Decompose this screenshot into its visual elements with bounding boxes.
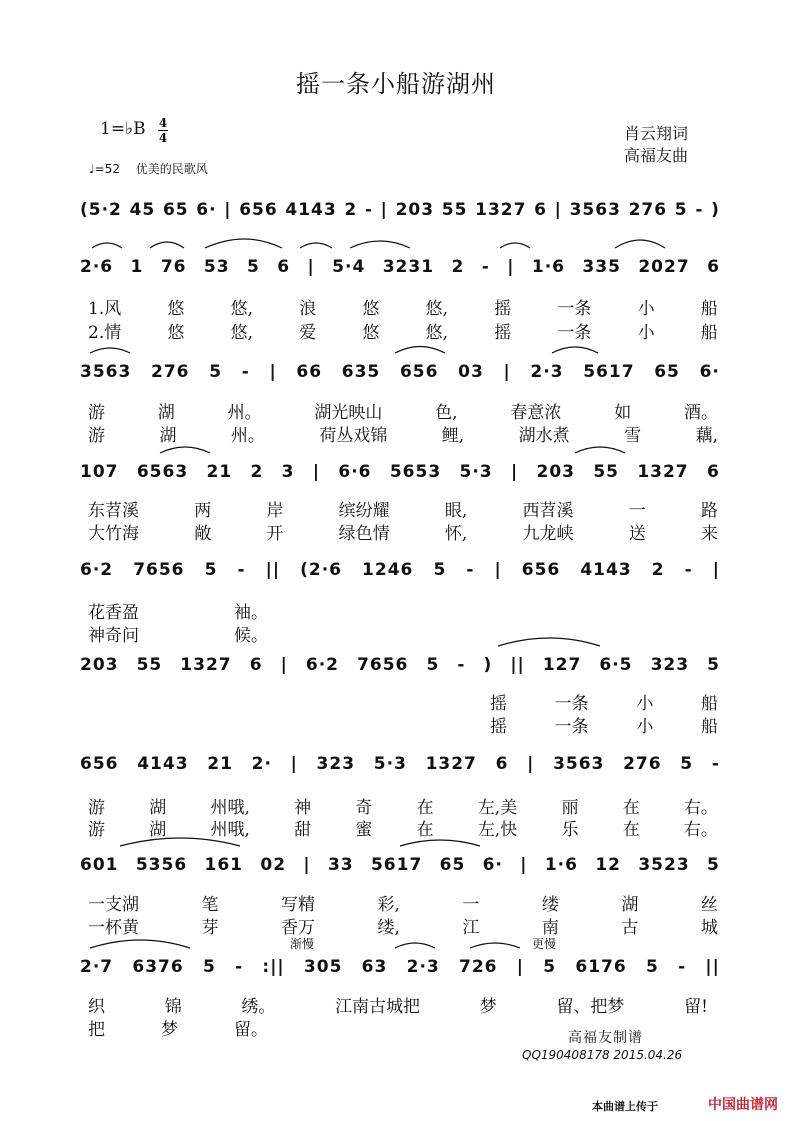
note-group: 6	[249, 655, 263, 675]
note-group: 03	[458, 362, 484, 382]
slur	[552, 347, 598, 353]
lyric-syllable: 神奇问	[88, 626, 139, 646]
composer: 高福友曲	[624, 146, 689, 165]
slur	[395, 347, 445, 354]
tempo-marking: ♩=52 优美的民歌风	[89, 162, 208, 176]
lyric-syllable: 把	[88, 1020, 105, 1040]
note-group: 6	[495, 754, 509, 774]
note-group: 305	[303, 957, 343, 977]
note-group: 203	[536, 462, 575, 482]
time-sig-top: 4	[158, 116, 168, 130]
note-group: 5	[645, 957, 659, 977]
note-group: )	[711, 200, 720, 220]
note-group: |	[380, 200, 388, 220]
footer-site-logo: 中国曲谱网	[708, 1097, 778, 1113]
key-signature: 1=♭B	[100, 119, 146, 139]
note-group: |	[516, 957, 524, 977]
note-group: 323	[650, 655, 690, 675]
note-group: (5·2	[80, 200, 122, 220]
note-group: 726	[459, 957, 498, 977]
lyric-syllable: 悠,	[425, 299, 449, 319]
lyric-syllable: 丝	[700, 895, 718, 915]
note-group: 63	[361, 957, 388, 977]
note-group: ||	[265, 560, 281, 580]
note-group: 6·6	[338, 462, 372, 482]
note-group: 5617	[583, 362, 635, 382]
lyric-syllable: 湖水煮	[518, 426, 570, 446]
slur	[150, 242, 184, 248]
lyric-syllable: 甜	[294, 820, 312, 840]
time-sig-bottom: 4	[158, 131, 168, 145]
lyric-syllable: 缕,	[377, 918, 400, 938]
lyric-syllable: 湖光映山	[314, 403, 383, 423]
lyric-syllable: 织	[88, 997, 105, 1017]
lyric-syllable: 州。	[227, 403, 262, 423]
note-group: 107	[80, 462, 119, 482]
lyric-syllable: 爱	[299, 323, 317, 343]
lyric-syllable: 悠	[362, 323, 380, 343]
lyric-syllable: 州哦,	[210, 798, 250, 818]
note-group: 2·	[251, 754, 272, 774]
lyric-syllable: 神	[294, 798, 312, 818]
note-group: ||	[510, 655, 525, 675]
lyric-syllable: 酒。	[683, 403, 718, 423]
note-group: 323	[316, 754, 356, 774]
note-group: 2027	[638, 257, 690, 277]
lyric-syllable: 袖。	[234, 603, 268, 623]
note-group: 5·4	[332, 257, 366, 277]
note-group: 7656	[357, 655, 409, 675]
note-group: (2·6	[300, 560, 342, 580]
note-group: |	[712, 560, 720, 580]
note-group: 4143	[137, 754, 189, 774]
lyric-syllable: 州哦,	[210, 820, 250, 840]
slur	[615, 240, 665, 248]
slur	[92, 243, 122, 248]
lyric-syllable: 怀,	[444, 524, 468, 544]
note-group: 45	[129, 200, 156, 220]
lyric-syllable: 游	[88, 798, 105, 818]
lyric-syllable: 来	[700, 524, 718, 544]
note-group: 3231	[382, 257, 435, 277]
lyric-syllable: 一	[462, 895, 480, 915]
slur	[350, 241, 410, 248]
note-group: 2·7	[80, 957, 114, 977]
note-group: 6	[707, 257, 720, 277]
lyric-syllable: 湖	[621, 895, 639, 915]
note-group: 5	[433, 560, 447, 580]
lyric-syllable: 船	[700, 323, 718, 343]
note-group: 2	[651, 560, 665, 580]
note-group: 5617	[370, 855, 423, 875]
note-group: |	[554, 200, 562, 220]
note-group: 55	[441, 200, 468, 220]
note-group: 6	[706, 462, 720, 482]
slur	[575, 447, 625, 453]
lyric-syllable: 缕	[541, 895, 559, 915]
note-group: 2·3	[406, 957, 440, 977]
note-group: |	[224, 200, 232, 220]
lyric-syllable: 西苕溪	[522, 501, 574, 521]
lyric-syllable: 梦	[161, 1020, 178, 1040]
slur	[395, 943, 435, 948]
note-group: 2	[250, 462, 264, 482]
lyric-syllable: 彩,	[377, 895, 400, 915]
note-group: |	[280, 655, 288, 675]
lyric-syllable: 右。	[683, 820, 718, 840]
note-group: 6·2	[80, 560, 114, 580]
lyric-syllable: 写精	[281, 895, 315, 915]
note-group: 6376	[132, 957, 184, 977]
arranger-credit: 高福友制谱	[568, 1030, 643, 1046]
note-group: 6	[534, 200, 547, 220]
note-group: |	[269, 362, 277, 382]
lyric-syllable: 2.情	[88, 323, 122, 343]
note-group: 21	[207, 754, 233, 774]
lyric-syllable: 春意浓	[510, 403, 562, 423]
lyric-syllable: 江	[462, 918, 480, 938]
note-group: 127	[542, 655, 582, 675]
note-group: 1327	[475, 200, 527, 220]
lyric-syllable: 如	[614, 403, 632, 423]
lyric-syllable: 花香盈	[88, 603, 139, 623]
note-group: |	[303, 855, 311, 875]
lyric-syllable: 锦	[164, 997, 182, 1017]
note-group: -	[457, 655, 466, 675]
lyric-syllable: 船	[700, 717, 718, 737]
lyric-syllable: 州。	[230, 426, 265, 446]
lyric-syllable: 雪	[624, 426, 642, 446]
note-group: 3563	[80, 362, 132, 382]
note-group: 5	[204, 560, 218, 580]
lyric-syllable: 大竹海	[88, 524, 139, 544]
note-group: 656	[80, 754, 119, 774]
lyric-syllable: 一条	[554, 694, 589, 714]
note-group: 203	[80, 655, 119, 675]
note-group: 5653	[389, 462, 442, 482]
lyric-syllable: 鲤,	[441, 426, 465, 446]
lyric-syllable: 南	[541, 918, 559, 938]
slur	[205, 239, 282, 248]
note-group: 2	[451, 257, 465, 277]
note-group: 5	[543, 957, 557, 977]
lyric-syllable: 眼,	[444, 501, 468, 521]
lyric-syllable: 城	[700, 918, 718, 938]
lyric-syllable: 悠	[167, 299, 185, 319]
lyric-syllable: 湖	[149, 798, 167, 818]
note-group: -	[364, 200, 373, 220]
note-group: 5	[707, 655, 720, 675]
lyric-syllable: 一条	[554, 717, 589, 737]
note-group: 65	[439, 855, 466, 875]
lyric-syllable: 送	[628, 524, 646, 544]
note-group: 6563	[136, 462, 189, 482]
note-group: 3	[281, 462, 295, 482]
lyric-syllable: 候。	[234, 626, 268, 646]
note-group: 6·	[196, 200, 217, 220]
note-group: 656	[399, 362, 439, 382]
slur	[500, 243, 530, 248]
lyric-syllable: 小	[637, 299, 655, 319]
note-group: -	[695, 200, 704, 220]
note-group: 66	[296, 362, 323, 382]
lyric-syllable: 芽	[201, 918, 219, 938]
note-group: 21	[206, 462, 233, 482]
lyric-syllable: 摇	[490, 694, 507, 714]
lyric-syllable: 左,快	[477, 820, 518, 840]
note-group: 7656	[133, 560, 185, 580]
note-group: 276	[151, 362, 190, 382]
contact-info: QQ190408178 2015.04.26	[522, 1048, 683, 1062]
slur	[498, 638, 600, 646]
lyric-syllable: 九龙峡	[522, 524, 574, 544]
lyric-syllable: 右。	[683, 798, 718, 818]
note-group: 161	[204, 855, 244, 875]
note-group: 276	[623, 754, 662, 774]
note-group: 6·	[699, 362, 720, 382]
lyric-syllable: 悠,	[230, 299, 254, 319]
note-group: 656	[521, 560, 561, 580]
lyric-syllable: 古	[621, 918, 639, 938]
note-group: -	[235, 957, 244, 977]
lyric-syllable: 在	[416, 820, 434, 840]
note-group: |	[312, 462, 321, 482]
lyric-syllable: 摇	[490, 717, 507, 737]
lyric-syllable: 悠	[362, 299, 380, 319]
lyric-syllable: 梦	[479, 997, 497, 1017]
note-group: 4143	[285, 200, 337, 220]
lyric-syllable: 游	[88, 403, 105, 423]
lyricist: 肖云翔词	[624, 124, 689, 143]
note-group: 5	[247, 257, 260, 277]
slur	[470, 943, 520, 948]
note-group: 1246	[362, 560, 414, 580]
lyric-syllable: 敞	[194, 524, 212, 544]
lyric-syllable: 摇	[494, 299, 512, 319]
tempo-mark-slower: 更慢	[532, 937, 557, 951]
note-group: 5356	[135, 855, 188, 875]
note-group: 76	[160, 257, 187, 277]
note-group: 1327	[180, 655, 232, 675]
note-group: 65	[162, 200, 189, 220]
lyric-syllable: 游	[88, 820, 105, 840]
note-group: 6176	[575, 957, 627, 977]
lyric-syllable: 浪	[299, 299, 317, 319]
lyric-syllable: 岸	[266, 501, 284, 521]
note-group: -	[241, 362, 250, 382]
note-group: 1327	[637, 462, 689, 482]
lyric-syllable: 悠,	[425, 323, 449, 343]
note-group: 6·2	[305, 655, 339, 675]
lyric-syllable: 湖	[157, 403, 175, 423]
note-group: |	[290, 754, 298, 774]
note-group: 601	[80, 855, 119, 875]
note-group: |	[510, 462, 519, 482]
lyric-syllable: 丽	[561, 798, 579, 818]
note-group: 1·6	[544, 855, 578, 875]
note-group: -	[711, 754, 720, 774]
lyric-syllable: 缤纷耀	[338, 501, 390, 521]
note-group: 1·6	[531, 257, 565, 277]
lyric-syllable: 摇	[494, 323, 512, 343]
note-group: 12	[595, 855, 621, 875]
lyric-syllable: 奇	[355, 798, 373, 818]
note-group: |	[503, 362, 511, 382]
note-group: 5	[674, 200, 688, 220]
lyric-syllable: 湖	[159, 426, 177, 446]
note-group: 55	[136, 655, 163, 675]
note-group: 335	[582, 257, 621, 277]
note-group: 2·3	[530, 362, 564, 382]
slur	[400, 840, 480, 846]
lyric-syllable: 乐	[561, 820, 579, 840]
note-group: )	[483, 655, 493, 675]
note-group: -	[237, 560, 246, 580]
note-group: |	[520, 855, 528, 875]
lyric-syllable: 一支湖	[88, 895, 139, 915]
slur	[120, 838, 240, 846]
note-group: 3523	[638, 855, 690, 875]
lyric-syllable: 小	[636, 717, 654, 737]
note-group: 4143	[580, 560, 632, 580]
lyric-syllable: 藕,	[695, 426, 718, 446]
note-group: 3563	[553, 754, 605, 774]
lyric-syllable: 留。	[234, 1020, 268, 1040]
lyric-syllable: 一杯黄	[88, 918, 139, 938]
lyric-syllable: 游	[88, 426, 105, 446]
lyric-syllable: 留!	[684, 997, 708, 1017]
note-group: -	[678, 957, 687, 977]
lyric-syllable: 船	[700, 299, 718, 319]
lyric-syllable: 船	[700, 694, 718, 714]
lyric-syllable: 小	[637, 323, 655, 343]
note-group: 6·5	[599, 655, 633, 675]
note-group: 5	[209, 362, 223, 382]
note-group: 6	[277, 257, 291, 277]
note-group: 65	[654, 362, 680, 382]
note-group: 2·6	[80, 257, 114, 277]
lyric-syllable: 路	[700, 501, 718, 521]
note-group: -	[481, 257, 490, 277]
note-group: 5·3	[373, 754, 407, 774]
lyric-syllable: 悠,	[230, 323, 254, 343]
lyric-syllable: 湖	[149, 820, 167, 840]
note-group: 5	[426, 655, 440, 675]
lyric-syllable: 在	[622, 798, 640, 818]
note-group: 3563	[569, 200, 621, 220]
lyric-syllable: 蜜	[355, 820, 373, 840]
lyric-syllable: 色,	[435, 403, 458, 423]
tempo-mark-slow: 渐慢	[290, 937, 315, 951]
note-group: 2	[344, 200, 358, 220]
note-group: 53	[203, 257, 230, 277]
note-group: |	[507, 257, 515, 277]
note-group: 5·3	[459, 462, 493, 482]
lyric-syllable: 在	[416, 798, 434, 818]
lyric-syllable: 笔	[201, 895, 219, 915]
note-group: 6·	[482, 855, 503, 875]
note-group: 33	[327, 855, 354, 875]
lyric-syllable: 小	[636, 694, 654, 714]
lyric-syllable: 江南古城把	[335, 997, 421, 1017]
lyric-syllable: 在	[622, 820, 640, 840]
note-group: 1327	[425, 754, 477, 774]
note-group: 276	[628, 200, 668, 220]
lyric-syllable: 一	[628, 501, 646, 521]
slur	[300, 243, 332, 248]
note-group: 5	[202, 957, 216, 977]
note-group: :||	[262, 957, 285, 977]
note-group: 1	[130, 257, 144, 277]
note-group: |	[494, 560, 502, 580]
page-title: 摇一条小船游湖州	[296, 70, 496, 98]
note-group: 656	[239, 200, 278, 220]
note-group: ||	[705, 957, 720, 977]
note-group: -	[466, 560, 475, 580]
note-group: |	[527, 754, 535, 774]
lyric-syllable: 一条	[557, 299, 592, 319]
note-group: 203	[395, 200, 435, 220]
lyric-syllable: 1.风	[88, 299, 122, 319]
lyric-syllable: 绣。	[241, 997, 276, 1017]
lyric-syllable: 一条	[557, 323, 592, 343]
note-group: -	[684, 560, 693, 580]
note-group: |	[307, 257, 315, 277]
lyric-syllable: 悠	[167, 323, 185, 343]
lyric-syllable: 左,美	[477, 798, 518, 818]
lyric-syllable: 东苕溪	[88, 501, 139, 521]
slur	[90, 940, 190, 948]
lyric-syllable: 两	[194, 501, 212, 521]
lyric-syllable: 香万	[281, 918, 315, 938]
slur	[90, 348, 130, 353]
note-group: 5	[680, 754, 694, 774]
footer-upload-text: 本曲谱上传于	[592, 1100, 658, 1113]
lyric-syllable: 留、把梦	[556, 997, 625, 1017]
note-group: 5	[707, 855, 720, 875]
lyric-syllable: 开	[266, 524, 284, 544]
slur	[160, 447, 210, 453]
lyric-syllable: 绿色情	[338, 524, 390, 544]
lyric-syllable: 荷丛戏锦	[319, 426, 388, 446]
note-group: 635	[341, 362, 381, 382]
note-group: 55	[593, 462, 619, 482]
note-group: 02	[260, 855, 287, 875]
